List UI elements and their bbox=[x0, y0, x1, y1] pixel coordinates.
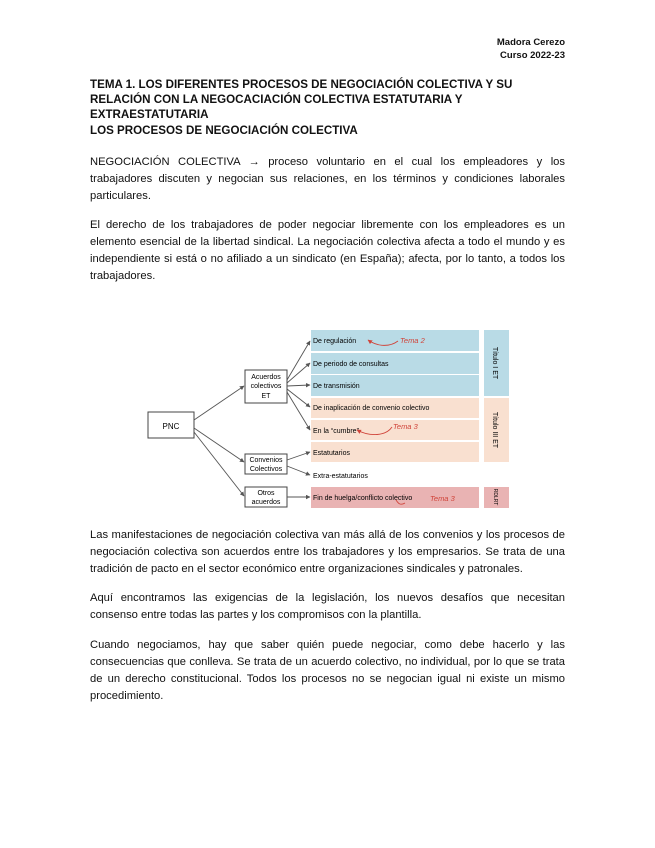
svg-text:Tema 3: Tema 3 bbox=[393, 422, 418, 431]
paragraph-exigencias: Aquí encontramos las exigencias de la legislación, los nuevos desafíos que necesitan consenso entre todas las partes y los compromisos con la plantilla. bbox=[90, 592, 565, 621]
acuerdos-label-1: Acuerdos bbox=[251, 374, 281, 381]
leaf-extra: Extra-estatutarios bbox=[313, 473, 368, 480]
acuerdos-label-3: ET bbox=[261, 393, 271, 400]
leaf-regulacion: De regulación bbox=[313, 338, 357, 345]
svg-text:Tema 3: Tema 3 bbox=[430, 494, 455, 503]
section-title: LOS PROCESOS DE NEGOCIACIÓN COLECTIVA bbox=[90, 124, 358, 137]
course-year: Curso 2022-23 bbox=[500, 50, 565, 61]
paragraph-definition: NEGOCIACIÓN COLECTIVA → proceso voluntario en el cual los empleadores y los trabajadores discuten y negocian sus relaciones, en los términos y condiciones laborales particulares. bbox=[90, 156, 565, 202]
paragraph-negociamos: Cuando negociamos, hay que saber quién puede negociar, como debe hacerlo y las consecuencias que conlleva. Se trata de un acuerdo colectivo, no individual, por lo que se trata de un derecho constitucional. Todos los procesos no se negocian igual ni existe un mismo procedimiento. bbox=[90, 639, 565, 702]
connectors-root bbox=[194, 386, 244, 496]
side-label-titulo3: Título III ET bbox=[491, 411, 498, 449]
leaf-estatutarios: Estatutarios bbox=[313, 450, 350, 457]
connectors-leaves bbox=[287, 341, 310, 497]
paragraph-right: El derecho de los trabajadores de poder negociar libremente con los empleadores es un elemento esencial de la libertad sindical. La negociación colectiva afecta a todo el mundo y es independiente si está o no afiliado a un sindicato (en España); afecta, por lo tanto, a todos los trabajadores. bbox=[90, 219, 565, 282]
leaf-huelga: Fin de huelga/conflicto colectivo bbox=[313, 495, 413, 502]
leaf-transmision: De transmisión bbox=[313, 383, 360, 390]
convenios-label-2: Colectivos bbox=[249, 466, 283, 473]
convenios-label-1: Convenios bbox=[249, 457, 283, 464]
leaf-cumbre: En la “cumbre” bbox=[313, 428, 359, 435]
acuerdos-label-2: colectivos bbox=[250, 383, 282, 390]
side-label-rdlrt: RDLRT bbox=[492, 488, 498, 506]
paragraph-manifestaciones: Las manifestaciones de negociación colectiva van más allá de los convenios y los procesos de negociación colectiva son acuerdos entre los trabajadores y los empresarios. Se trata de una tradición de pacto en el sector económico entre organizaciones sindicales y patronales. bbox=[90, 529, 565, 575]
document-title: TEMA 1. LOS DIFERENTES PROCESOS DE NEGOCIACIÓN COLECTIVA Y SU RELACIÓN CON LA NEGOCACIACIÓN COLECTIVA ESTATUTARIA Y EXTRAESTATUTARIA bbox=[90, 78, 513, 121]
leaf-consultas: De periodo de consultas bbox=[313, 361, 389, 368]
leaf-inaplicacion: De inaplicación de convenio colectivo bbox=[313, 405, 430, 412]
side-label-titulo1: Título I ET bbox=[491, 346, 498, 380]
pnc-label: PNC bbox=[162, 422, 180, 431]
svg-text:Tema 2: Tema 2 bbox=[400, 336, 425, 345]
otros-label-2: acuerdos bbox=[251, 499, 281, 506]
author-name: Madora Cerezo bbox=[496, 37, 565, 48]
otros-label-1: Otros bbox=[257, 490, 275, 497]
